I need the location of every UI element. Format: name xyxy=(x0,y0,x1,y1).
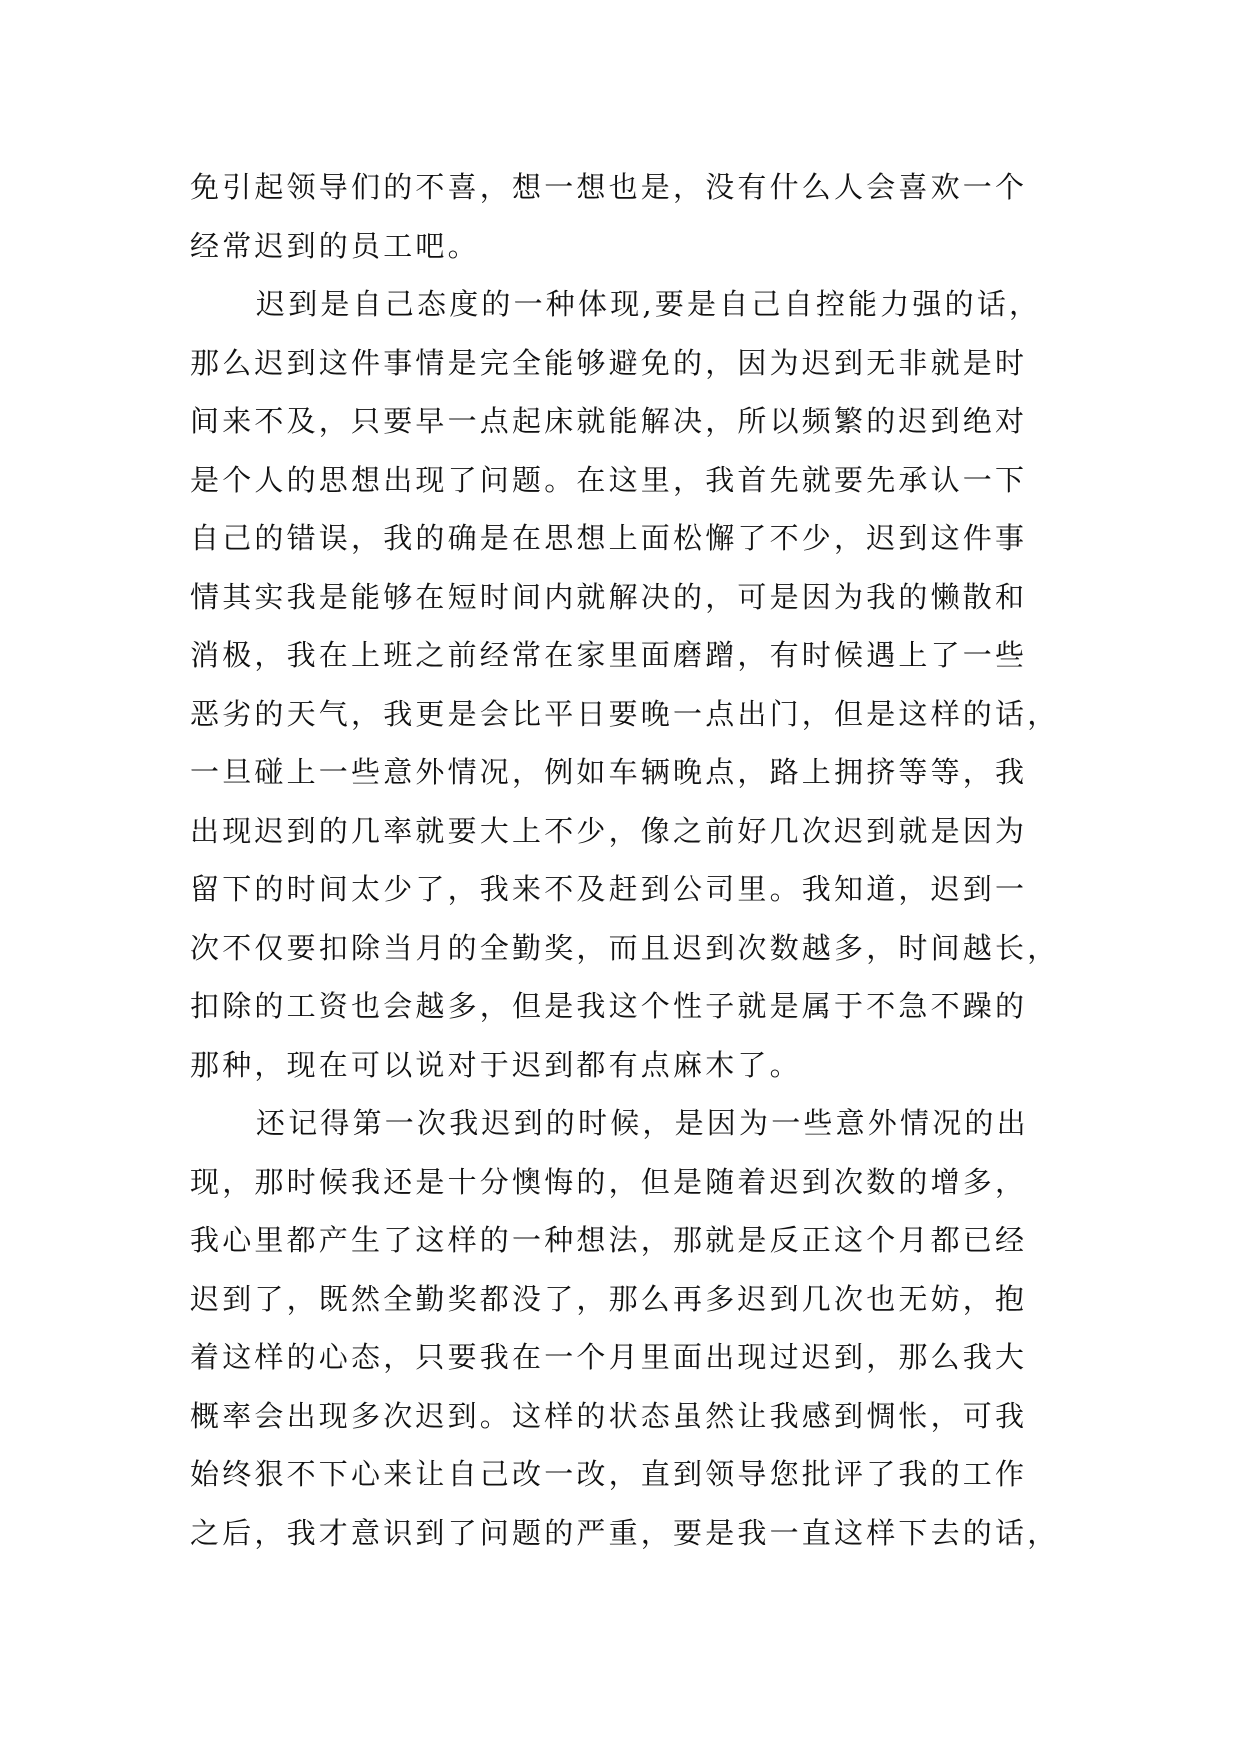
text-line: 迟到了，既然全勤奖都没了，那么再多迟到几次也无妨，抱 xyxy=(190,1281,1028,1316)
text-line: 间来不及，只要早一点起床就能解决，所以频繁的迟到绝对 xyxy=(190,404,1028,438)
text-line: 恶劣的天气，我更是会比平日要晚一点出门，但是这样的话， xyxy=(190,696,1060,731)
text-line: 情其实我是能够在短时间内就解决的，可是因为我的懒散和 xyxy=(190,579,1028,614)
text-line: 之后，我才意识到了问题的严重，要是我一直这样下去的话， xyxy=(190,1515,1060,1550)
text-line: 那种，现在可以说对于迟到都有点麻木了。 xyxy=(190,1047,802,1082)
text-line: 始终狠不下心来让自己改一改，直到领导您批评了我的工作 xyxy=(190,1457,1028,1491)
text-line: 次不仅要扣除当月的全勤奖，而且迟到次数越多，时间越长， xyxy=(190,930,1060,965)
text-line: 一旦碰上一些意外情况，例如车辆晚点，路上拥挤等等，我 xyxy=(190,755,1028,789)
document-body xyxy=(190,158,1090,1562)
paragraph-first-line: 还记得第一次我迟到的时候，是因为一些意外情况的出 xyxy=(256,1106,1029,1140)
text-line: 出现迟到的几率就要大上不少，像之前好几次迟到就是因为 xyxy=(190,813,1028,848)
text-line: 自己的错误，我的确是在思想上面松懈了不少，迟到这件事 xyxy=(190,521,1028,555)
text-line: 经常迟到的员工吧。 xyxy=(190,228,480,263)
text-line: 概率会出现多次迟到。这样的状态虽然让我感到惆怅，可我 xyxy=(190,1398,1028,1433)
text-line: 免引起领导们的不喜，想一想也是，没有什么人会喜欢一个 xyxy=(190,170,1028,204)
text-line: 现，那时候我还是十分懊悔的，但是随着迟到次数的增多， xyxy=(190,1164,1028,1199)
text-line: 我心里都产生了这样的一种想法，那就是反正这个月都已经 xyxy=(190,1223,1028,1257)
text-line: 那么迟到这件事情是完全能够避免的，因为迟到无非就是时 xyxy=(190,345,1028,380)
text-line: 着这样的心态，只要我在一个月里面出现过迟到，那么我大 xyxy=(190,1340,1028,1374)
text-line: 扣除的工资也会越多，但是我这个性子就是属于不急不躁的 xyxy=(190,989,1028,1023)
paragraph-first-line: 迟到是自己态度的一种体现,要是自己自控能力强的话， xyxy=(256,287,1042,321)
text-line: 留下的时间太少了，我来不及赶到公司里。我知道，迟到一 xyxy=(190,872,1028,906)
text-line: 是个人的思想出现了问题。在这里，我首先就要先承认一下 xyxy=(190,462,1028,497)
text-line: 消极，我在上班之前经常在家里面磨蹭，有时候遇上了一些 xyxy=(190,638,1028,672)
